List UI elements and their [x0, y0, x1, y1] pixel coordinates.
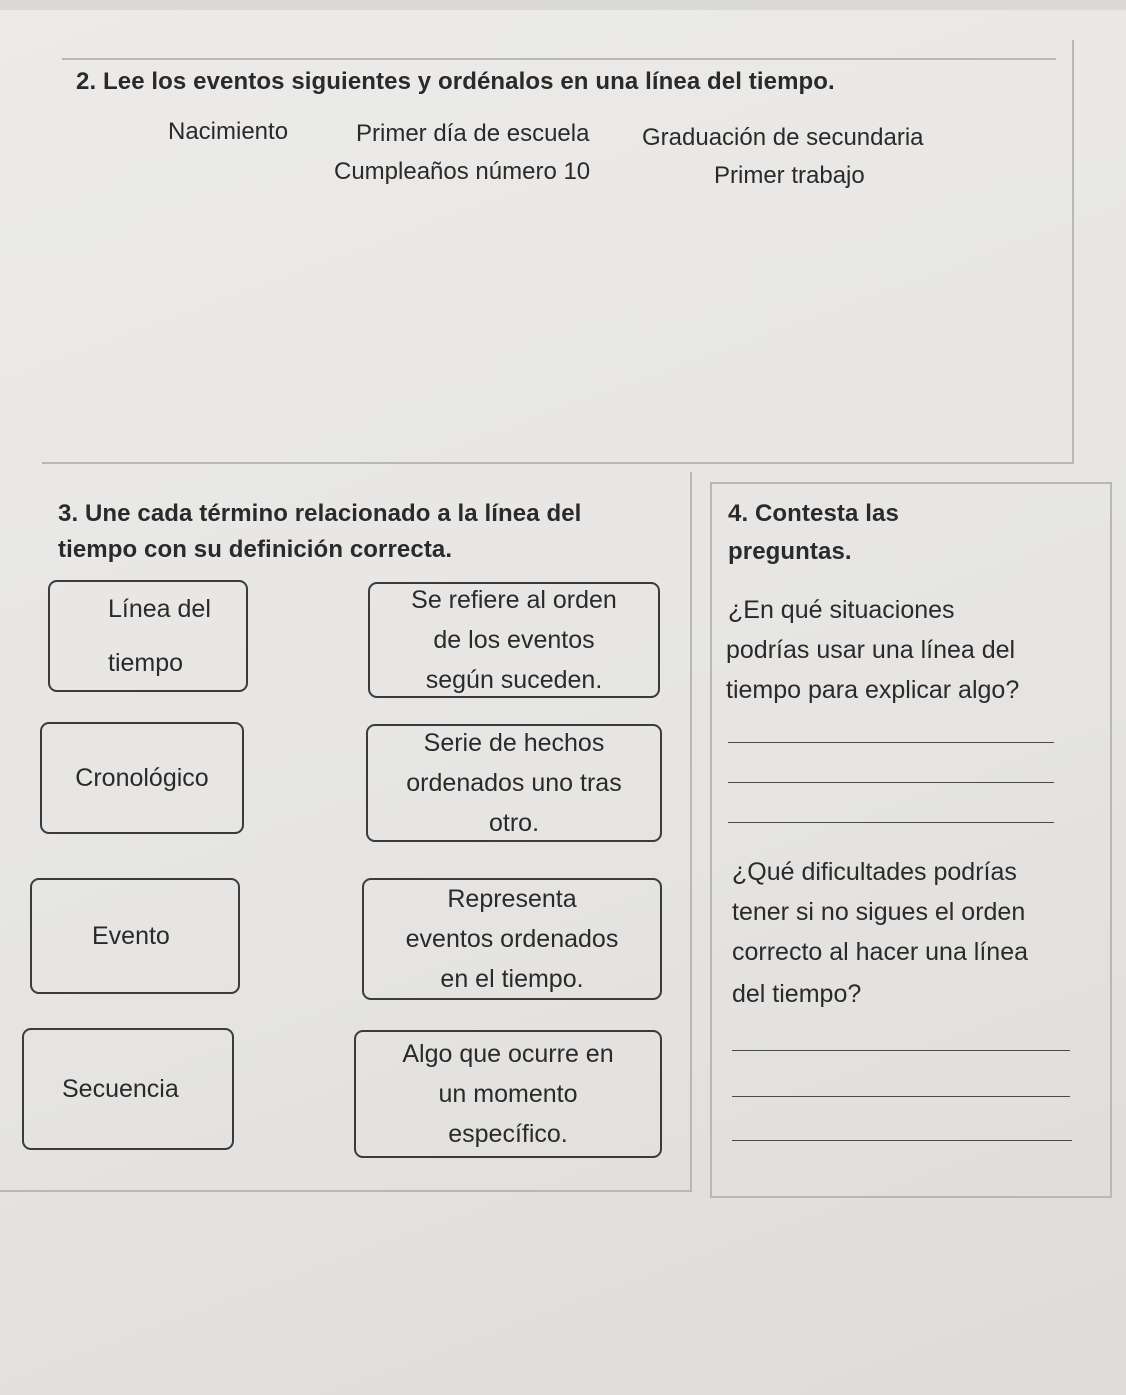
- question-2-line4: del tiempo?: [732, 980, 862, 1008]
- section-4-title-line1: 4. Contesta las: [728, 500, 899, 527]
- term-linea-del-tiempo[interactable]: [48, 580, 248, 692]
- section-2-inner-border: [62, 58, 1056, 60]
- question-2-line3: correcto al hacer una línea: [732, 938, 1029, 966]
- answer-line-q2-1[interactable]: [732, 1050, 1070, 1051]
- term-linea-del-tiempo-line1: Línea del: [108, 595, 211, 623]
- event-cumpleanos-10: Cumpleaños número 10: [334, 158, 591, 185]
- question-1-line3: tiempo para explicar algo?: [726, 676, 1020, 704]
- answer-line-q2-2[interactable]: [732, 1096, 1070, 1097]
- section-3-title-line1: 3. Une cada término relacionado a la línea del: [58, 500, 582, 527]
- question-2-line2: tener si no sigues el orden: [732, 898, 1026, 926]
- term-cronologico[interactable]: Cronológico: [40, 722, 244, 834]
- term-secuencia[interactable]: Secuencia: [22, 1028, 234, 1150]
- page-top-edge: [0, 0, 1126, 10]
- answer-line-q1-3[interactable]: [728, 822, 1054, 823]
- question-1-line1: ¿En qué situaciones: [728, 596, 955, 624]
- event-nacimiento: Nacimiento: [168, 118, 289, 145]
- section-3-title-line2: tiempo con su definición correcta.: [58, 536, 453, 563]
- event-primer-dia-escuela: Primer día de escuela: [356, 120, 590, 147]
- question-2-line1: ¿Qué dificultades podrías: [732, 858, 1017, 886]
- definition-orden-eventos[interactable]: Se refiere al orden de los eventos según suceden.: [368, 582, 660, 698]
- question-1-line2: podrías usar una línea del: [726, 636, 1016, 664]
- definition-representa-eventos[interactable]: Representa eventos ordenados en el tiempo.: [362, 878, 662, 1000]
- event-graduacion-secundaria: Graduación de secundaria: [642, 124, 924, 151]
- event-primer-trabajo: Primer trabajo: [714, 162, 865, 189]
- section-2-box: [42, 40, 1074, 464]
- term-linea-del-tiempo-line2: tiempo: [108, 649, 184, 677]
- section-4-title-line2: preguntas.: [728, 538, 852, 565]
- answer-line-q2-3[interactable]: [732, 1140, 1072, 1141]
- section-2-title: 2. Lee los eventos siguientes y ordénalos en una línea del tiempo.: [76, 68, 835, 95]
- definition-algo-que-ocurre[interactable]: Algo que ocurre en un momento específico.: [354, 1030, 662, 1158]
- definition-serie-hechos[interactable]: Serie de hechos ordenados uno tras otro.: [366, 724, 662, 842]
- answer-line-q1-2[interactable]: [728, 782, 1054, 783]
- answer-line-q1-1[interactable]: [728, 742, 1054, 743]
- term-evento[interactable]: Evento: [30, 878, 240, 994]
